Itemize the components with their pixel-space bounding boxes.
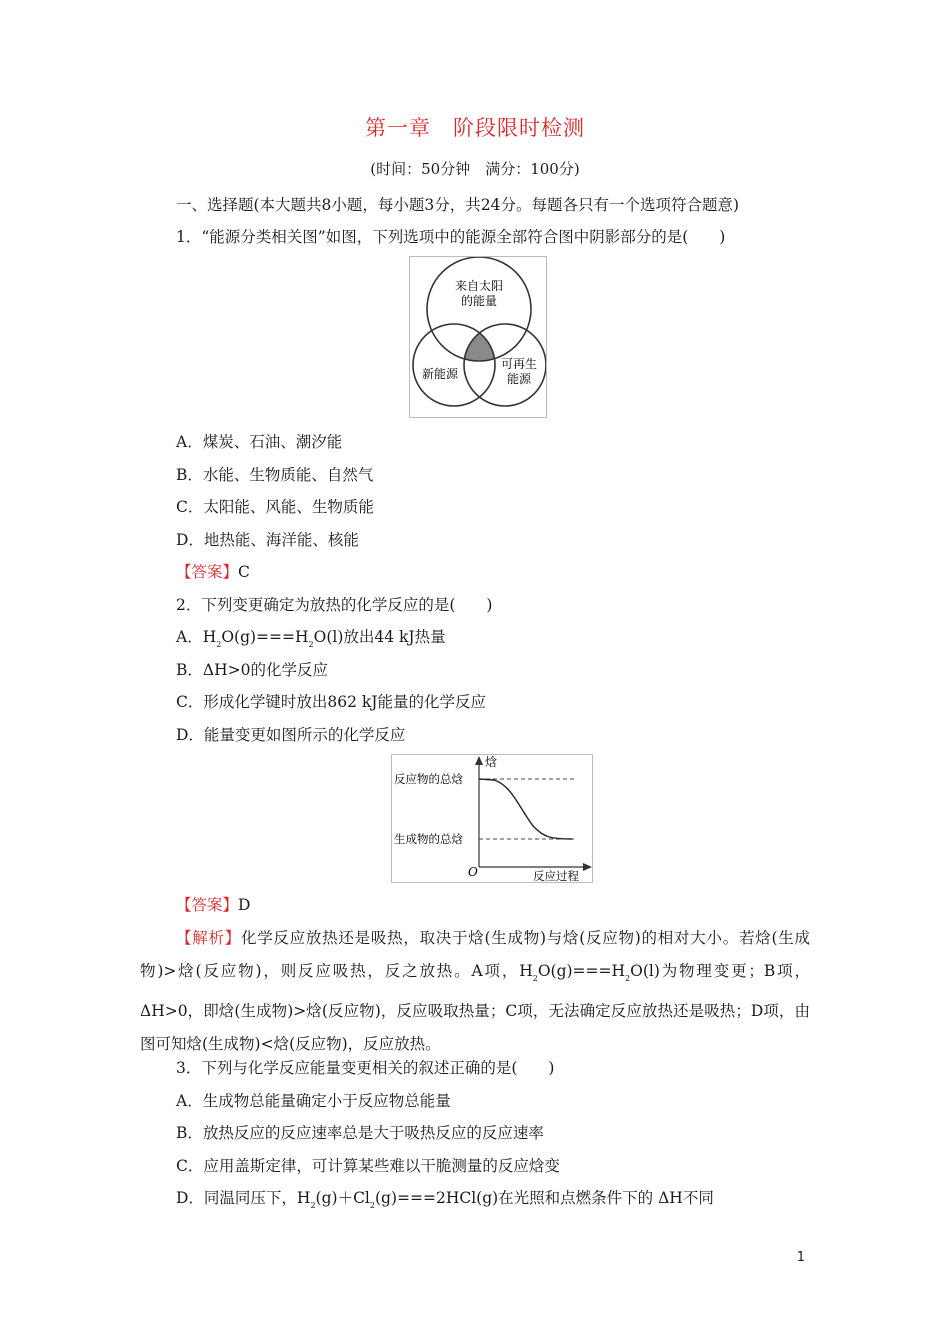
q1-option-d: D．地热能、海洋能、核能 <box>176 531 359 549</box>
y-axis-label: 焓 <box>485 755 498 769</box>
section-heading: 一、选择题(本大题共8小题，每小题3分，共24分。每题各只有一个选项符合题意) <box>176 196 740 214</box>
venn-right-label-1: 可再生 <box>500 357 538 371</box>
q3-option-c: C．应用盖斯定律，可计算某些难以干脆测量的反应焓变 <box>176 1157 560 1175</box>
answer-value: D <box>238 896 251 914</box>
q3-option-d: D．同温同压下，$H_2(g)+Cl_2(g)===2HCl(g)$在光照和点燃条件下的 ΔH不同 <box>176 1189 714 1210</box>
venn-top-label-2: 的能量 <box>460 294 498 308</box>
reactant-label: 反应物的总焓 <box>394 772 463 786</box>
enthalpy-svg <box>392 755 592 882</box>
q2-option-b: B．ΔH>0的化学反应 <box>176 661 328 679</box>
q2-stem: 2．下列变更确定为放热的化学反应的是( ) <box>176 596 493 614</box>
q1-option-b: B．水能、生物质能、自然气 <box>176 466 374 484</box>
q1-stem: 1．“能源分类相关图”如图，下列选项中的能源全部符合图中阴影部分的是( ) <box>176 228 726 246</box>
q3-option-a: A．生成物总能量确定小于反应物总能量 <box>176 1092 451 1110</box>
answer-value: C <box>238 563 250 581</box>
q1-option-c: C．太阳能、风能、生物质能 <box>176 498 374 516</box>
venn-right-label-2: 能源 <box>506 372 532 386</box>
venn-left-label: 新能源 <box>421 367 459 381</box>
answer-tag: 【答案】 <box>176 563 239 581</box>
venn-diagram <box>409 256 547 418</box>
origin-label: O <box>468 865 478 879</box>
venn-svg <box>410 257 546 417</box>
q3-stem: 3．下列与化学反应能量变更相关的叙述正确的是( ) <box>176 1059 555 1077</box>
q2-option-d: D．能量变更如图所示的化学反应 <box>176 726 406 744</box>
x-axis-label: 反应过程 <box>533 869 579 882</box>
page-title: 第一章 阶段限时检测 <box>365 116 585 140</box>
venn-circle-left <box>413 324 495 406</box>
enthalpy-curve <box>479 779 572 839</box>
venn-top-label-1: 来自太阳 <box>454 279 504 293</box>
answer-tag: 【答案】 <box>176 896 239 914</box>
analysis-tag: 【解析】 <box>176 929 241 947</box>
exam-info: (时间：50分钟 满分：100分) <box>370 160 580 178</box>
q2-analysis: 【解析】化学反应放热还是吸热，取决于焓(生成物)与焓(反应物)的相对大小。若焓(生成物)>焓(反应物)，则反应吸热，反之放热。A项，$H_2O(g)===H_2O(l)$为物理变更；B项，ΔH>0，即焓(生成物)>焓(反应物)，反应吸取热量；C项，无法确定反应放热还是吸热；D项，由图可知焓(生成物)<焓(反应物)，反应放热。 <box>140 929 810 1053</box>
q1-answer <box>176 560 250 582</box>
product-label: 生成物的总焓 <box>394 832 463 846</box>
q3-option-b: B．放热反应的反应速率总是大于吸热反应的反应速率 <box>176 1124 544 1142</box>
y-axis-arrow <box>475 756 483 765</box>
q1-option-a: A．煤炭、石油、潮汐能 <box>176 433 343 451</box>
enthalpy-graph <box>391 754 593 883</box>
page-number: 1 <box>796 1250 805 1265</box>
q2-answer <box>176 893 250 915</box>
q2-option-c: C．形成化学键时放出862 kJ能量的化学反应 <box>176 693 486 711</box>
q2-option-a: A．$H_2O(g)===H_2O(l)$放出44 kJ热量 <box>176 628 446 649</box>
x-axis-arrow <box>583 863 592 871</box>
